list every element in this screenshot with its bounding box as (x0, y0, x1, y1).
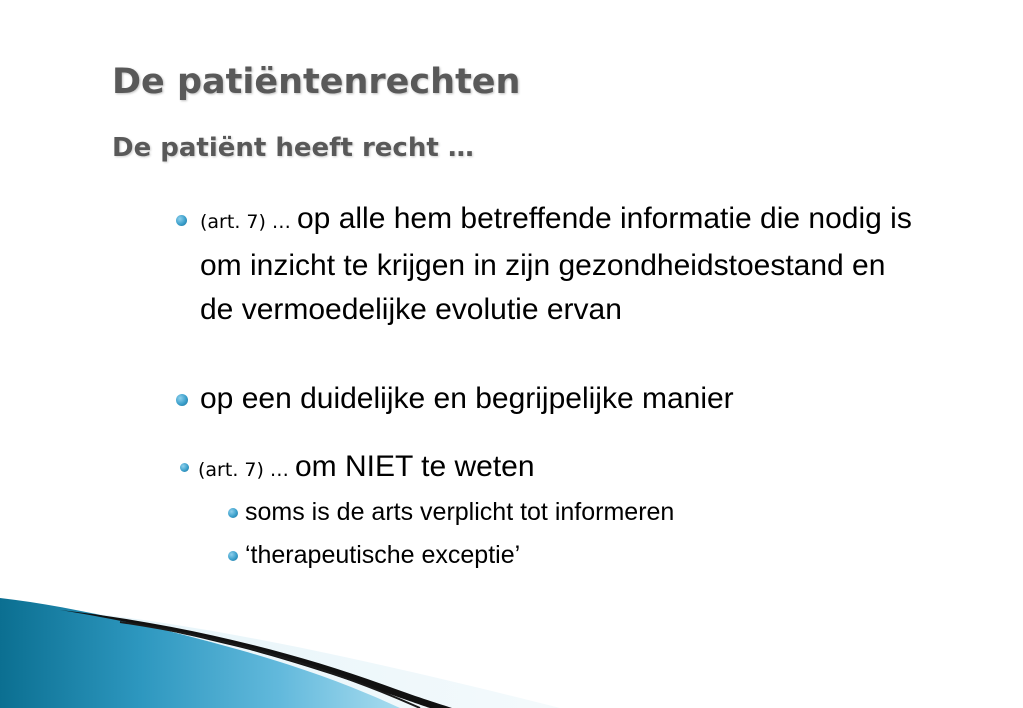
article-reference: (art. 7) … (198, 459, 295, 481)
bullet-dot-icon (176, 394, 188, 406)
bullet-text: op een duidelijke en begrijpelijke manier (200, 382, 734, 415)
bullet-dot-icon (176, 215, 187, 226)
bullet-dot-icon (228, 551, 238, 561)
bullet-dot-icon (228, 508, 238, 518)
wave-light-band (0, 605, 560, 708)
wave-blue-band (0, 598, 400, 708)
slide-subtitle: De patiënt heeft recht … (112, 133, 474, 163)
wave-dark-stroke (60, 610, 452, 708)
bullet-item-clear-manner (200, 379, 920, 419)
bullet-text: op alle hem betreffende informatie die nodig is om inzicht te krijgen in zijn gezondheidstoestand en de vermoedelijke evolutie ervan (200, 202, 912, 326)
article-reference: (art. 7) … (200, 211, 297, 233)
bullet-text: om NIET te weten (294, 450, 535, 483)
bullet-dot-icon (180, 463, 189, 472)
slide-title: De patiëntenrechten (112, 62, 521, 102)
sub-bullet-text: soms is de arts verplicht tot informeren (245, 498, 675, 526)
bullet-item-information (200, 197, 920, 332)
sub-bullet-item (245, 495, 674, 529)
bullet-item-not-knowing (198, 447, 918, 490)
wave-thin-stroke (120, 622, 420, 708)
sub-bullet-item (245, 538, 520, 572)
sub-bullet-text: ‘therapeutische exceptie’ (245, 541, 521, 569)
